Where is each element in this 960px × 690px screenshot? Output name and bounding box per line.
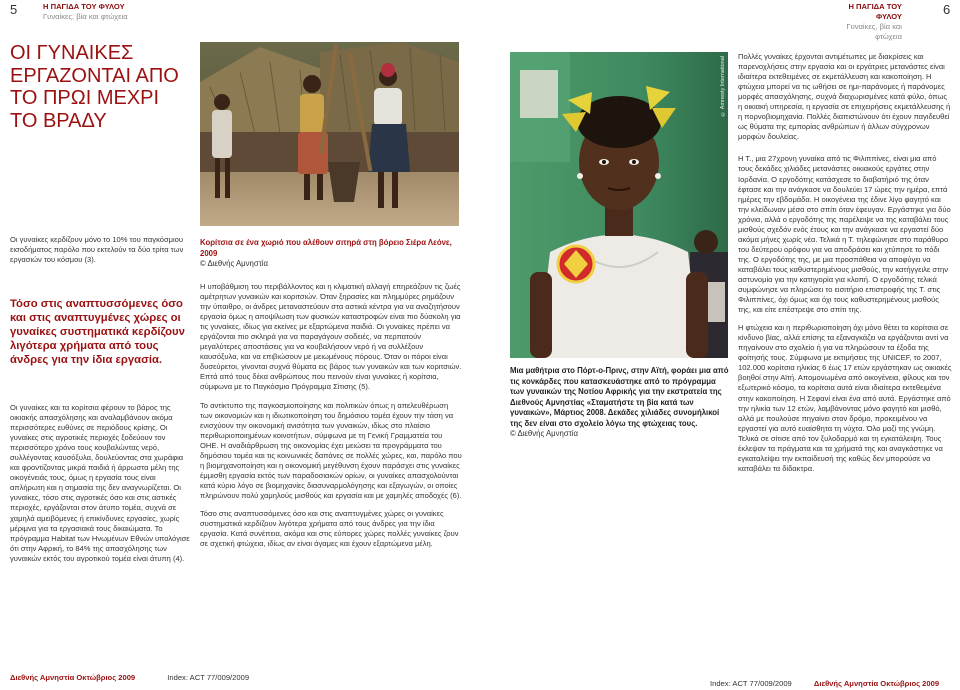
photo1-caption-text: Κορίτσια σε ένα χωριό που αλέθουν σιτηρά στη βόρειο Σιέρα Λεόνε, 2009 — [200, 238, 452, 258]
footer-right — [710, 679, 939, 688]
intro-text: Οι γυναίκες κερδίζουν μόνο το 10% του παγκόσμιου εισοδήματος παρόλο που εκτελούν τα δύο τρίτα των εργασιών του κόσμου (3). — [10, 235, 184, 265]
footer-index-right: Index: ACT 77/009/2009 — [710, 679, 792, 688]
right-paragraph-top: Πολλές γυναίκες έρχονται αντιμέτωπες με διακρίσεις και παρενοχλήσεις στην εργασία και οι εργάτριες μετανάστες είναι ιδιαίτερα εκτεθειμένες σε εκμετάλλευση και κακοποίηση. Η φτώχεια μπορεί να τις ωθήσει σε ημι-παράνομες ή παράνομες μορφές απασχόλησης, συχνά διαχωρισμένες κατά φύλο, όπως η οικιακή υπηρεσία, η εργασία σε επιχειρήσεις εκμετάλλευσης ή η πορνοβιομηχανία. Πολλές διαπιστώνουν ότι έχουν παγιδευθεί ως θύματα της εμπορίας ανθρώπων ή άλλων σύγχρονων μορφών δουλείας. — [738, 52, 951, 142]
column-2-paragraph-3: Τόσο στις αναπτυσσόμενες όσο και στις αναπτυγμένες χώρες οι γυναίκες συστηματικά κερδίζουν λιγότερα χρήματα από τους άνδρες για την ίδια εργασία. Κατά συνέπεια, ακόμα και στις εύπορες χώρες πολλές γυναίκες ζουν σε σχετική φτώχεια, ιδίως αν είναι άγαμες και έχουν εξαρτώμενα μέλη. — [200, 508, 459, 549]
page-headline: ΟΙ ΓΥΝΑΙΚΕΣ ΕΡΓΑΖΟΝΤΑΙ ΑΠΟ ΤΟ ΠΡΩΙ ΜΕΧΡΙ ΤΟ ΒΡΑΔΥ — [10, 42, 179, 132]
running-head-subtitle: Γυναίκες, βία και φτώχεια — [43, 12, 128, 21]
photo-grain-pounding — [200, 42, 459, 226]
photo1-credit: © Διεθνής Αμνηστία — [200, 259, 269, 268]
column-2-paragraph-1: Η υποβάθμιση του περιβάλλοντος και η κλιματική αλλαγή επηρεάζουν τις ζωές αμέτρητων γυναικών και κοριτσιών. Όταν ξηρασίες και πλημμύρες ρημάζουν την ύπαιθρο, οι άνδρες μεταναστεύουν στα αστικά κέντρα για να αναζητήσουν εργασία όμως η αποψίλωση των φυσικών καταστροφών είναι πιο δύσκολη για τις γυναίκες, ιδίως για εκείνες με εξαρτώμενα παιδιά. Οι γυναίκες πρέπει να εργάζονται πιο σκληρά για να παραγάγουν σοδειές, να περπατούν μεγαλύτερες αποστάσεις για να κουβαλήσουν νερό ή να συλλέξουν καυσόξυλα, και να επιβιώσουν με μειωμένους πόρους. Όταν οι πόροι είναι δυσεύρετοι, γίνονται συχνά θύματα εις βάρος των γυναικών και των κοριτσιών. Επτά από τους δέκα ανθρώπους που πεινούν είναι γυναίκες ή κορίτσια, σύμφωνα με το Παγκόσμιο Πρόγραμμα Σίτισης (5). — [200, 282, 462, 392]
right-paragraph-bottom: Η φτώχεια και η περιθωριοποίηση όχι μόνο θέτει τα κορίτσια σε κίνδυνο βίας, αλλά επίσης τα εξαναγκάζει να εργάζονται αντί να πηγαίνουν στο σχολείο ή για να πληρώσουν τα έξοδα της φοίτησής τους. Σύμφωνα με εκτιμήσεις της UNICEF, το 2007, 102.000 κορίτσια ηλικίας 6 έως 17 ετών εργάστηκαν ως οικιακές βοηθοί στην Αϊτή. Απομονωμένα από οικογένεια, φίλους και τον εξωτερικό κόσμο, τα κορίτσια αυτά είναι ιδιαίτερα εκτεθειμένα στην κακοποίηση. Η Σεφανί είναι ένα από αυτά. Εργάστηκε από την ηλικία των 12 ετών, λαμβάνοντας μόνο φαγητό και μισθό, αλλά με πουλούσε πηγαίνει στον δρόμο, προκειμένου να εργαστεί για αυτό ευαίσθητα τη νύχτα. Όλο μαζί της γνώμη. Τελικά σε σίτισε από τον ξυλοδαρμό και τη εγκατάλειψη. Τους έκλεψαν τα πράγματα και τα χρήματά της και αναγκάστηκε να εγκαταλείψει την εκπαίδευσή της καθώς δεν μπορούσε να καταβάλει τα δίδακτρα. — [738, 323, 952, 473]
right-paragraph-mid: Η Τ., μια 27χρονη γυναίκα από τις Φιλιππίνες, είναι μια από τους δεκάδες χιλιάδες μετανάστες οικιακούς εργάτες στην Ιορδανία. Ο εργοδότης κατάσχεσε το διαβατήριό της όταν έφτασε και την ανάγκασε να δουλεύει 17 ώρες την ημέρα, επτά ημέρες την εβδομάδα. Η οικογένεια της έδινε λίγο φαγητό και την κλείδωναν μέσα στο σπίτι όταν έφευγαν. Εργάστηκε για δύο χρόνια, αλλά ο εργοδότης της παρέλειψε να της καταβάλει τους μισθούς σχεδόν ενός έτους και την ανάγκασε να εργαστεί δύο ακόμα μήνες χωρίς νέα. Τελικά η Τ. τηλεφώνησε στο παράθυρο του δεύτερου ορόφου για να αποδράσει και χτύπησε το πόδι της. Ο εργοδότης της, με μια προσπάθεια να αποφύγει να καταβάλει τους καθυστερημένους μισθούς, την κατήγγειλε στην αστυνομία για την κατηγορία για κλοπή. Ο εργοδότης τελικά συμφώνησε να πληρώσει το εισιτήριο επιστροφής της Τ. στις Φιλιππίνες, όχι όμως και όχι τους καθυστερημένους μισθούς της, και είτε επέστρεψε στο σπίτι της. — [738, 154, 951, 315]
right-column-body — [738, 52, 952, 482]
running-head-title-right: Η ΠΑΓΙΔΑ ΤΟΥ ΦΥΛΟΥ — [848, 2, 902, 21]
photo2-watermark: © Amnesty International — [720, 56, 726, 117]
page-number-right: 6 — [943, 2, 951, 17]
page-number-left: 5 — [10, 2, 18, 17]
photo2-credit: © Διεθνής Αμνηστία — [510, 429, 579, 438]
footer-left — [10, 673, 249, 682]
column-2-body — [200, 282, 462, 557]
photo2-caption — [510, 366, 732, 440]
column-1-body: Οι γυναίκες και τα κορίτσια φέρουν το βάρος της οικιακής απασχόλησης και αναλαμβάνουν ακόμα περισσότερες ευθύνες σε περιόδους κρίσης. Οι γυναίκες στις αγροτικές περιοχές ξοδεύουν τον περισσότερο χρόνο τους κουβαλώντας νερό, συλλέγοντας καυσόξυλα, δουλεύοντας στα χωράφια και φροντίζοντας μικρά παιδιά ή άρρωστα μέλη της οικογένειάς τους, όμως η εργασία τους είναι απλήρωτη και η σημασία της δεν αναγνωρίζεται. Οι γυναίκες, τόσο στις αγροτικές όσο και στις αστικές περιοχές, εργάζονται στον άτυπο τομέα, συχνά σε χαμηλά αμειβόμενες ή επικίνδυνες εργασίες, χωρίς μέριμνα για τα εργασιακά τους δικαιώματα. Το πρόγραμμα Habitat των Ηνωμένων Εθνών υπολόγισε ότι στην Αφρική, το 84% της απασχόλησης των γυναικών εκτός του αγροτικού τομέα είναι άτυπη (4). — [10, 403, 190, 563]
photo2-caption-text: Μια μαθήτρια στο Πόρτ-ο-Πρινς, στην Αϊτή, φοράει μια από τις κονκάρδες που κατασκευάστηκε από το πρόγραμμα των γυναικών της Νοτίου Αφρικής για την εκστρατεία της Διεθνούς Αμνηστίας «Σταματήστε τη βία κατά των γυναικών», Μάρτιος 2008. Δεκάδες χιλιάδες συνομήλικοί της δεν είναι στο σχολείο λόγω της φτώχειας τους. — [510, 366, 729, 428]
footer-index-left: Index: ACT 77/009/2009 — [167, 673, 250, 682]
photo-schoolgirl — [510, 52, 728, 358]
footer-org-left: Διεθνής Αμνηστία Οκτώβριος 2009 — [10, 673, 136, 682]
column-2-paragraph-2: Το αντίκτυπο της παγκοσμιοποίησης και πολιτικών όπως η απελευθέρωση των οικονομιών και η ιδιωτικοποίηση του δημόσιου τομέα έχουν την τάση να ενισχύουν την οικονομική ανισότητα των γυναικών, ιδίως στο πλαίσιο περιθωριοποιημένων κοινοτήτων, σύμφωνα με τη Γενική Γραμματεία του ΟΗΕ. Η αναδιάρθρωση της οικονομίας έχει μειώσει τα προγράμματα του δημόσιου τομέα και τις κοινωνικές δαπάνες σε πολλές χώρες, και, παρόλο που η βιομηχανοποίηση και η οικονομική μεγέθυνση έχουν παράσχει στις γυναίκες έμμισθη εργασία εκτός των παραδοσιακών ορίων, οι γυναίκες απασχολούνται κατά κύριο λόγο σε βιομηχανίες διασυναρμολόγησης και εξαγωγών, οι οποίες πληρώνουν πολύ χαμηλούς μισθούς και εργασία και με χαμηλές αποδοχές (6). — [200, 400, 462, 500]
pull-quote: Τόσο στις αναπτυσσόμενες όσο και στις αναπτυγμένες χώρες οι γυναίκες συστηματικά κερδίζουν λιγότερα χρήματα από τους άνδρες για την ίδια εργασία. — [10, 298, 185, 366]
footer-org-right: Διεθνής Αμνηστία Οκτώβριος 2009 — [813, 679, 940, 688]
running-head-subtitle-right: Γυναίκες, βία και φτώχεια — [846, 22, 902, 41]
running-head-title: Η ΠΑΓΙΔΑ ΤΟΥ ΦΥΛΟΥ — [43, 2, 125, 11]
photo1-caption — [200, 238, 460, 270]
running-head-right — [828, 2, 902, 42]
running-head-left — [43, 2, 128, 22]
